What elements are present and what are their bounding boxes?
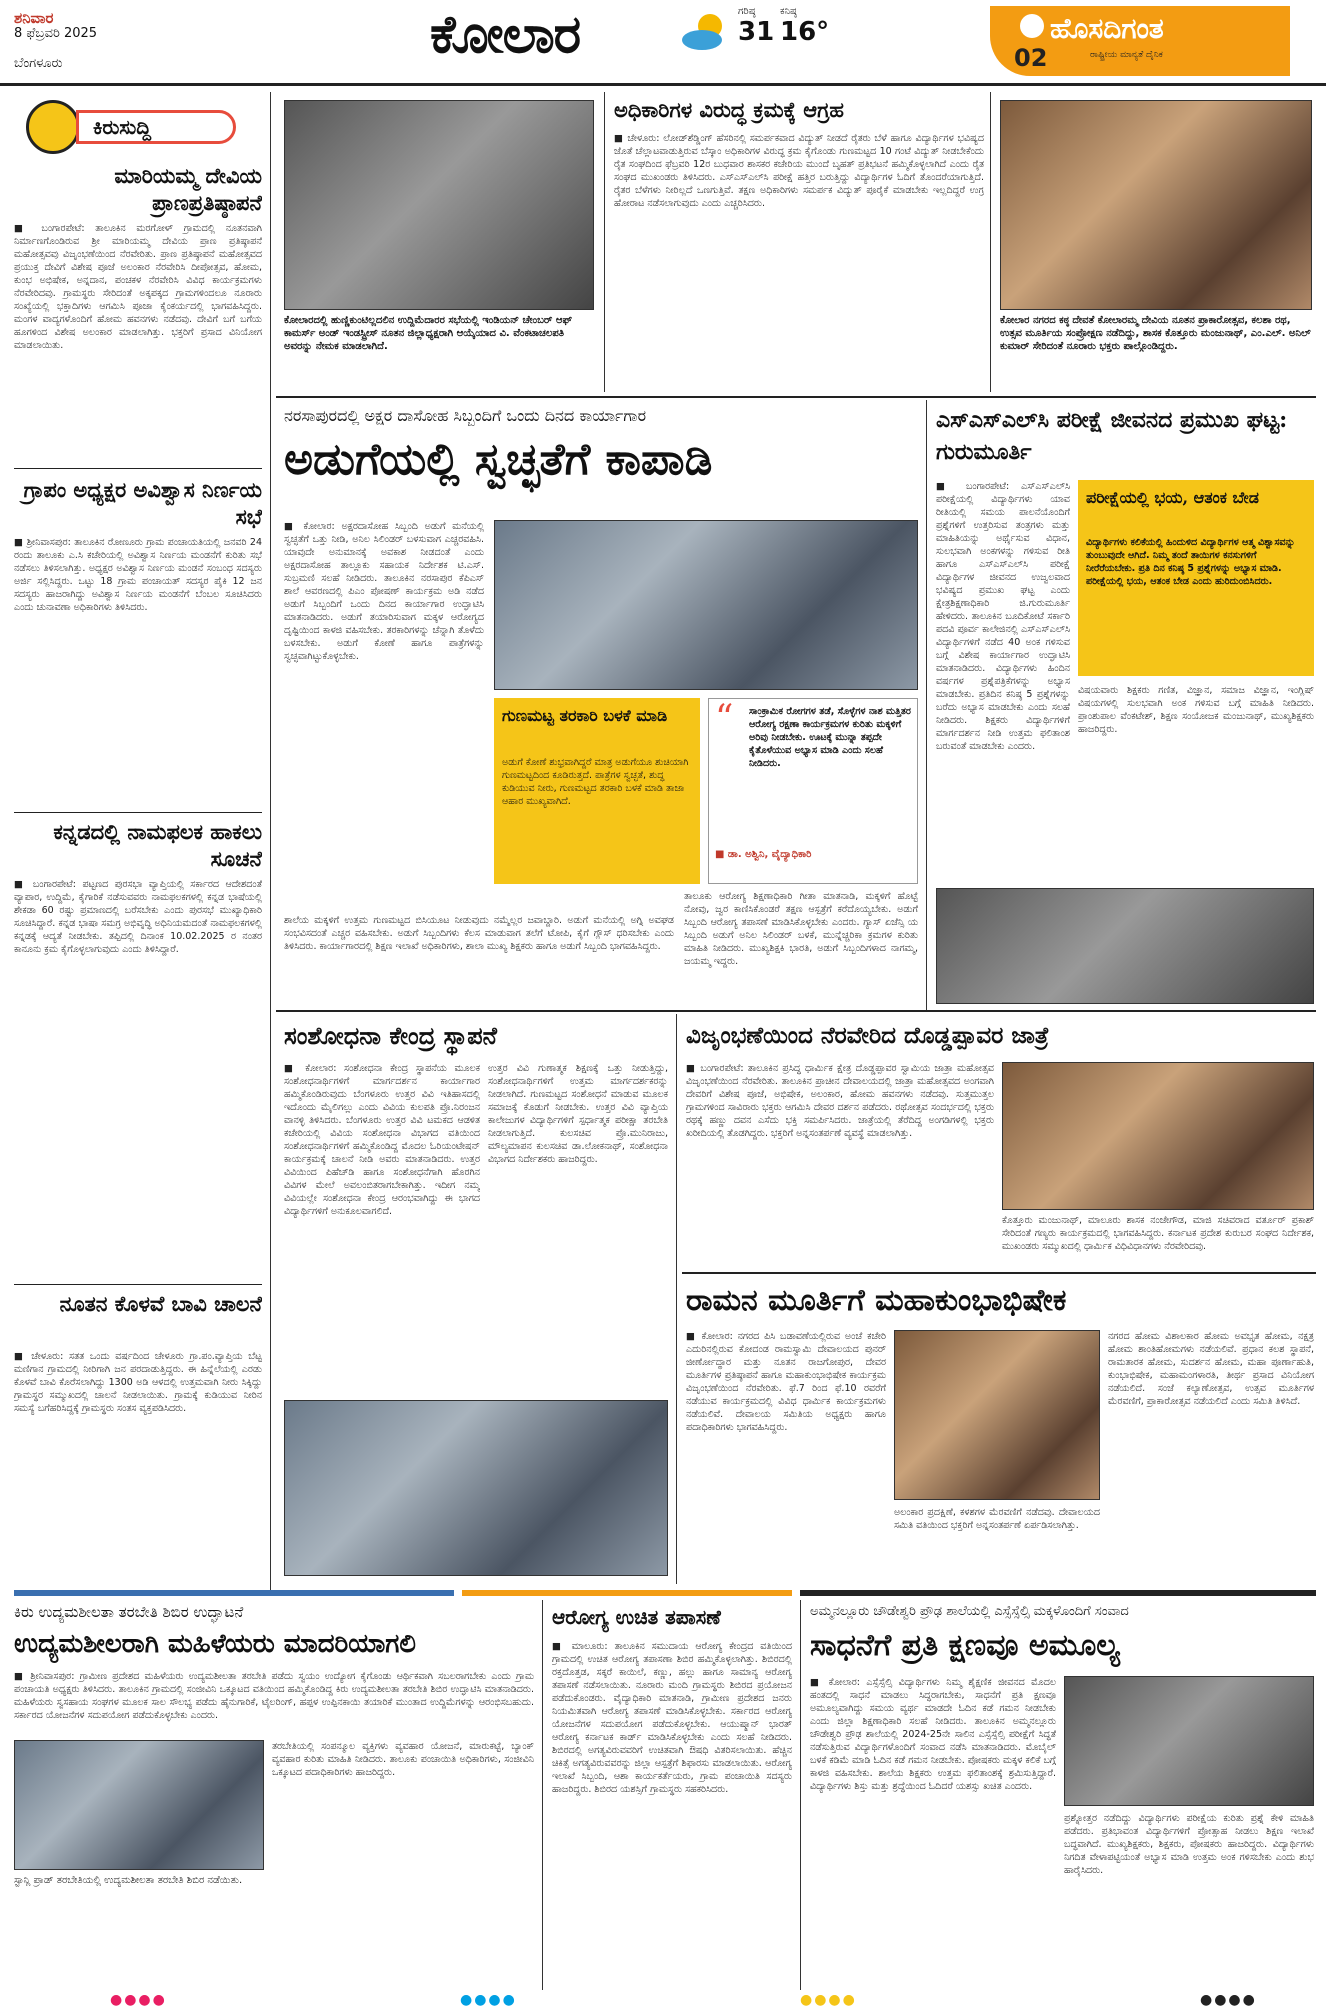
max-temp-label: ಗರಿಷ್ಠ	[738, 6, 756, 17]
divider	[14, 468, 262, 469]
place-label: ಬೆಂಗಳೂರು	[14, 56, 63, 71]
veg-box-title: ಗುಣಮಟ್ಟ ತರಕಾರಿ ಬಳಕೆ ಮಾಡಿ	[502, 706, 668, 725]
veg-box-body: ಅಡುಗೆ ಕೋಣೆ ಶುಭ್ರವಾಗಿದ್ದರೆ ಮಾತ್ರ ಅಡುಗೆಯೂ ಶುಚಿಯಾಗಿ ಗುಣಮಟ್ಟದಿಂದ ಕೂಡಿರುತ್ತದೆ. ಪಾತ್ರೆಗಳ ಸ್ವಚ್ಛತೆ, ಶುದ್ಧ ಕುಡಿಯುವ ನೀರು, ಗುಣಮಟ್ಟದ ತರಕಾರಿ ಬಳಕೆ ಮಾಡಿ ತಾಜಾ ಆಹಾರ ಮುಖ್ಯವಾಗಿದೆ.	[502, 757, 689, 807]
mid-lead-headline: ಅಡುಗೆಯಲ್ಲಿ ಸ್ವಚ್ಛತೆಗೆ ಕಾಪಾಡಿ	[284, 434, 713, 485]
top-left-photo	[284, 100, 594, 310]
mid-lead-photo	[494, 520, 918, 690]
kiru-item-title: ನೂತನ ಕೊಳವೆ ಬಾವಿ ಚಾಲನೆ	[59, 1291, 262, 1316]
exam-box-title: ಪರೀಕ್ಷೆಯಲ್ಲಿ ಭಯ, ಆತಂಕ ಬೇಡ	[1086, 488, 1259, 507]
udyama-body: ■ ಶ್ರೀನಿವಾಸಪುರ: ಗ್ರಾಮೀಣ ಪ್ರದೇಶದ ಮಹಿಳೆಯರು ಉದ್ಯಮಶೀಲತಾ ತರಬೇತಿ ಪಡೆದು ಸ್ವಯಂ ಉದ್ಯೋಗ ಕೈಗೊಂಡು ಆರ್ಥಿಕವಾಗಿ ಸಬಲರಾಗಬೇಕು ಎಂದು ಗ್ರಾಮ ಪಂಚಾಯತಿ ಅಧ್ಯಕ್ಷರು ತಿಳಿಸಿದರು. ತಾಲೂಕಿನ ಗ್ರಾಮದಲ್ಲಿ ಸಂಜೀವಿನಿ ಒಕ್ಕೂಟದ ವತಿಯಿಂದ ಹಮ್ಮಿಕೊಂಡಿದ್ದ ಕಿರು ಉದ್ಯಮಶೀಲತಾ ತರಬೇತಿ ಶಿಬಿರ ಉದ್ಘಾಟಿಸಿ ಮಾತನಾಡಿದರು. ಮಹಿಳೆಯರು ಸ್ವಸಹಾಯ ಸಂಘಗಳ ಮೂಲಕ ಸಾಲ ಸೌಲಭ್ಯ ಪಡೆದು ಹೈನುಗಾರಿಕೆ, ಟೈಲರಿಂಗ್, ಹಪ್ಪಳ ಉಪ್ಪಿನಕಾಯಿ ತಯಾರಿಕೆ ಮುಂತಾದ ಉದ್ದಿಮೆಗಳನ್ನು ಆರಂಭಿಸಬಹುದು. ಸರ್ಕಾರದ ಯೋಜನೆಗಳ ಸದುಪಯೋಗ ಪಡೆದುಕೊಳ್ಳಬೇಕು ಎಂದರು.	[14, 1671, 534, 1721]
sadhane-body2: ಪ್ರಶ್ನೋತ್ತರ ನಡೆದಿದ್ದು ವಿದ್ಯಾರ್ಥಿಗಳು ಪರೀಕ್ಷೆಯ ಕುರಿತು ಪ್ರಶ್ನೆ ಕೇಳಿ ಮಾಹಿತಿ ಪಡೆದರು. ಪ್ರತಿಭಾವಂತ ವಿದ್ಯಾರ್ಥಿಗಳಿಗೆ ಪ್ರೋತ್ಸಾಹ ನೀಡಲು ಶಿಕ್ಷಣ ಇಲಾಖೆ ಬದ್ಧವಾಗಿದೆ. ಮುಖ್ಯಶಿಕ್ಷಕರು, ಶಿಕ್ಷಕರು, ಪೋಷಕರು ಹಾಜರಿದ್ದರು. ವಿದ್ಯಾರ್ಥಿಗಳು ನಿಗದಿತ ವೇಳಾಪಟ್ಟಿಯಂತೆ ಅಭ್ಯಾಸ ಮಾಡಿ ಉತ್ತಮ ಅಂಕ ಗಳಿಸಬೇಕು ಎಂದು ಶುಭ ಹಾರೈಸಿದರು.	[1064, 1813, 1314, 1876]
kiru-item-body: ■ ಬಂಗಾರಪೇಟೆ: ತಾಲೂಕಿನ ಮರಗೋಳ್ ಗ್ರಾಮದಲ್ಲಿ ನೂತನವಾಗಿ ನಿರ್ಮಾಣಗೊಂಡಿರುವ ಶ್ರೀ ಮಾರಿಯಮ್ಮ ದೇವಿಯ ಪ್ರಾಣ ಪ್ರತಿಷ್ಠಾಪನೆ ಮಹೋತ್ಸವವು ವಿಜೃಂಭಣೆಯಿಂದ ನೆರವೇರಿತು. ಪ್ರಾಣ ಪ್ರತಿಷ್ಠಾಪನೆ ಮಹೋತ್ಸವದ ಪ್ರಯುಕ್ತ ದೇವಿಗೆ ವಿಶೇಷ ಪೂಜೆ ಅಲಂಕಾರ ನೆರವೇರಿಸಿ ದೀಪೋತ್ಸವ, ಹೋಮ, ಕುಂಭ ಅಭಿಷೇಕ, ಅನ್ನದಾನ, ಪಂಚಕಳ ನೆರವೇರಿಸಿ ವಿವಿಧ ಕಾರ್ಯಕ್ರಮಗಳು ನೆರವೇರಿದವು. ಗ್ರಾಮಸ್ಥರು ಸೇರಿದಂತೆ ಅಕ್ಕಪಕ್ಕದ ಗ್ರಾಮಗಳಿಂದಲೂ ನೂರಾರು ಸಂಖ್ಯೆಯಲ್ಲಿ ಭಕ್ತಾದಿಗಳು ಆಗಮಿಸಿ ಪೂಜಾ ಕೈಂಕರ್ಯದಲ್ಲಿ ಭಾಗವಹಿಸಿದ್ದರು. ಮಂಗಳ ವಾದ್ಯಗಳೊಂದಿಗೆ ಹೋಮ ಹವನಗಳು ನಡೆದವು. ದೇವಿಗೆ ಬಗೆ ಬಗೆಯ ಹೂಗಳಿಂದ ವಿಶೇಷ ಅಲಂಕಾರ ಮಾಡಲಾಗಿತ್ತು. ಭಕ್ತರಿಗೆ ಪ್ರಸಾದ ವಿನಿಯೋಗ ಮಾಡಲಾಯಿತು.	[14, 223, 262, 351]
udyama-body2: ತರಬೇತಿಯಲ್ಲಿ ಸಂಪನ್ಮೂಲ ವ್ಯಕ್ತಿಗಳು ವ್ಯವಹಾರ ಯೋಜನೆ, ಮಾರುಕಟ್ಟೆ, ಬ್ಯಾಂಕ್ ವ್ಯವಹಾರ ಕುರಿತು ಮಾಹಿತಿ ನೀಡಿದರು. ತಾಲೂಕು ಪಂಚಾಯಿತಿ ಅಧಿಕಾರಿಗಳು, ಸಂಜೀವಿನಿ ಒಕ್ಕೂಟದ ಪದಾಧಿಕಾರಿಗಳು ಹಾಜರಿದ್ದರು.	[272, 1741, 534, 1778]
registration-marks: ●●●●	[460, 1992, 517, 2008]
brand-logo-icon	[1020, 14, 1044, 38]
veg-box	[494, 698, 700, 884]
registration-marks: ●●●●	[1200, 1992, 1257, 2008]
research-body2: ಉತ್ತರ ವಿವಿ ಗುಣಾತ್ಮಕ ಶಿಕ್ಷಣಕ್ಕೆ ಒತ್ತು ನೀಡುತ್ತಿದ್ದು, ಸಂಶೋಧನಾರ್ಥಿಗಳಿಗೆ ಉತ್ತಮ ಮಾರ್ಗದರ್ಶಕರನ್ನು ನೀಡಲಾಗಿದೆ. ಗುಣಮಟ್ಟದ ಸಂಶೋಧನೆ ಮಾಡುವ ಮೂಲಕ ಸಮಾಜಕ್ಕೆ ಕೊಡುಗೆ ನೀಡಬೇಕು. ಉತ್ತರ ವಿವಿ ವ್ಯಾಪ್ತಿಯ ಕಾಲೇಜುಗಳ ವಿದ್ಯಾರ್ಥಿಗಳಿಗೆ ಸ್ಪರ್ಧಾತ್ಮಕ ಪರೀಕ್ಷಾ ತರಬೇತಿ ನೀಡಲಾಗುತ್ತಿದೆ. ಕುಲಸಚಿವ ಪ್ರೊ.ಮುನಿರಾಜು, ಮೌಲ್ಯಮಾಪನ ಕುಲಸಚಿವ ಡಾ.ಲೋಕನಾಥ್, ಸಂಶೋಧನಾ ವಿಭಾಗದ ನಿರ್ದೇಶಕರು ಹಾಜರಿದ್ದರು.	[488, 1063, 668, 1165]
date-label: 8 ಫೆಬ್ರವರಿ 2025	[14, 26, 98, 41]
page-number: 02	[1014, 44, 1048, 72]
rama-body3: ಅಲಂಕಾರ ಪ್ರದಕ್ಷಿಣೆ, ಕಳಶಗಳ ಮೆರವಣಿಗೆ ನಡೆದವು. ದೇವಾಲಯದ ಸಮಿತಿ ವತಿಯಿಂದ ಭಕ್ತರಿಗೆ ಅನ್ನಸಂತರ್ಪಣೆ ಏರ್ಪಡಿಸಲಾಗಿತ್ತು.	[894, 1507, 1100, 1531]
min-temp: 16°	[780, 17, 830, 47]
top-right-photo	[1000, 100, 1312, 310]
divider	[14, 812, 262, 813]
brand-tagline: ರಾಷ್ಟ್ರೀಯ ಮಾನ್ಯತೆ ದೈನಿಕ	[1090, 50, 1163, 60]
udyama-photo	[14, 1740, 264, 1870]
day-label: ಶನಿವಾರ	[14, 9, 54, 27]
sslc-headline: ಎಸ್‌ಎಸ್‌ಎಲ್‌ಸಿ ಪರೀಕ್ಷೆ ಜೀವನದ ಪ್ರಮುಖ ಘಟ್ಟ: ಗುರುಮೂರ್ತಿ	[936, 407, 1288, 465]
column-divider	[676, 1014, 677, 1584]
registration-marks: ●●●●	[110, 1992, 167, 2008]
top-mid-story	[614, 96, 984, 396]
quote-text: ಸಾಂಕ್ರಾಮಿಕ ರೋಗಗಳ ತಡೆ, ಸೊಳ್ಳೆಗಳ ನಾಶ ಮತ್ತಿತರ ಆರೋಗ್ಯ ರಕ್ಷಣಾ ಕಾರ್ಯಕ್ರಮಗಳ ಕುರಿತು ಮಕ್ಕಳಿಗೆ ಅರಿವು ನೀಡಬೇಕು. ಊಟಕ್ಕೆ ಮುನ್ನಾ ತಪ್ಪದೇ ಕೈತೊಳೆಯುವ ಅಭ್ಯಾಸ ಮಾಡಿ ಎಂದು ಸಲಹೆ ನೀಡಿದರು.	[749, 706, 911, 769]
rama-headline: ರಾಮನ ಮೂರ್ತಿಗೆ ಮಹಾಕುಂಭಾಭಿಷೇಕ	[686, 1283, 1067, 1318]
registration-marks: ●●●●	[800, 1992, 857, 2008]
brand-name: ಹೊಸದಿಗಂತ	[1050, 12, 1164, 45]
kiru-item-1	[14, 162, 262, 462]
divider	[682, 1272, 1316, 1274]
udyama-kicker: ಕಿರು ಉದ್ಯಮಶೀಲತಾ ತರಬೇತಿ ಶಿಬಿರ ಉದ್ಘಾಟನೆ	[14, 1603, 244, 1621]
mid-lead-body2: ಶಾಲೆಯ ಮಕ್ಕಳಿಗೆ ಉತ್ತಮ ಗುಣಮಟ್ಟದ ಬಿಸಿಯೂಟ ನೀಡುವುದು ನಮ್ಮೆಲ್ಲರ ಜವಾಬ್ದಾರಿ. ಅಡುಗೆ ಮನೆಯಲ್ಲಿ ಅಗ್ನಿ ಅವಘಡ ಸಂಭವಿಸದಂತೆ ಎಚ್ಚರ ವಹಿಸಬೇಕು. ಅಡುಗೆ ಸಿಬ್ಬಂದಿಗಳು ಕೆಲಸ ಮಾಡುವಾಗ ತಲೆಗೆ ಟೋಪಿ, ಕೈಗೆ ಗ್ಲೌಸ್ ಧರಿಸಬೇಕು ಎಂದು ತಿಳಿಸಿದರು. ಕಾರ್ಯಾಗಾರದಲ್ಲಿ ಶಿಕ್ಷಣ ಇಲಾಖೆ ಅಧಿಕಾರಿಗಳು, ಶಾಲಾ ಮುಖ್ಯ ಶಿಕ್ಷಕರು ಹಾಗೂ ಅಡುಗೆ ಸಿಬ್ಬಂದಿ ಭಾಗವಹಿಸಿದ್ದರು.	[284, 915, 674, 952]
column-divider	[990, 92, 991, 392]
column-divider	[800, 1600, 801, 1990]
jatre-photo	[1002, 1062, 1314, 1210]
weather-box	[680, 6, 830, 66]
kiru-item-title: ಕನ್ನಡದಲ್ಲಿ ನಾಮಫಲಕ ಹಾಕಲು ಸೂಚನೆ	[53, 819, 262, 871]
section-bar	[800, 1590, 1316, 1596]
research-photo	[284, 1400, 668, 1576]
city-title: ಕೋಲಾರ	[430, 4, 581, 65]
sslc-body2: ವಿಷಯವಾರು ಶಿಕ್ಷಕರು ಗಣಿತ, ವಿಜ್ಞಾನ, ಸಮಾಜ ವಿಜ್ಞಾನ, ಇಂಗ್ಲಿಷ್ ವಿಷಯಗಳಲ್ಲಿ ಸುಲಭವಾಗಿ ಅಂಕ ಗಳಿಸುವ ಬಗ್ಗೆ ಮಾಹಿತಿ ನೀಡಿದರು. ಪ್ರಾಂಶುಪಾಲ ವೆಂಕಟೇಶ್, ಶಿಕ್ಷಣ ಸಂಯೋಜಕ ಮಂಜುನಾಥ್, ಮುಖ್ಯಶಿಕ್ಷಕರು ಹಾಜರಿದ್ದರು.	[1078, 685, 1314, 735]
brand-block	[990, 6, 1290, 76]
jatre-body: ■ ಬಂಗಾರಪೇಟೆ: ತಾಲೂಕಿನ ಪ್ರಸಿದ್ಧ ಧಾರ್ಮಿಕ ಕ್ಷೇತ್ರ ದೊಡ್ಡಪ್ಪಾವರ ಸ್ವಾಮಿಯ ಜಾತ್ರಾ ಮಹೋತ್ಸವ ವಿಜೃಂಭಣೆಯಿಂದ ನೆರವೇರಿತು. ತಾಲೂಕಿನ ಪ್ರಾಚೀನ ದೇವಾಲಯದಲ್ಲಿ ಜಾತ್ರಾ ಮಹೋತ್ಸವದ ಅಂಗವಾಗಿ ದೇವರಿಗೆ ವಿಶೇಷ ಪೂಜೆ, ಅಭಿಷೇಕ, ಅಲಂಕಾರ, ಹೋಮ ಹವನಗಳು ನಡೆದವು. ಸುತ್ತಮುತ್ತಲ ಗ್ರಾಮಗಳಿಂದ ಸಾವಿರಾರು ಭಕ್ತರು ಆಗಮಿಸಿ ದೇವರ ದರ್ಶನ ಪಡೆದರು. ರಥೋತ್ಸವ ಸಂದರ್ಭದಲ್ಲಿ ಭಕ್ತರು ರಥಕ್ಕೆ ಹಣ್ಣು ದವನ ಎಸೆದು ಭಕ್ತಿ ಸಮರ್ಪಿಸಿದರು. ಜಾತ್ರೆಯಲ್ಲಿ ತೆರೆದಿದ್ದ ಅಂಗಡಿಗಳಲ್ಲಿ ಭಕ್ತರು ಖರೀದಿಯಲ್ಲಿ ತೊಡಗಿದ್ದರು. ಭಕ್ತರಿಗೆ ಅನ್ನಸಂತರ್ಪಣೆ ವ್ಯವಸ್ಥೆ ಮಾಡಲಾಗಿತ್ತು.	[686, 1063, 994, 1139]
divider	[276, 396, 1316, 398]
mid-lead-body1: ■ ಕೋಲಾರ: ಅಕ್ಷರದಾಸೋಹ ಸಿಬ್ಬಂದಿ ಅಡುಗೆ ಮನೆಯಲ್ಲಿ ಸ್ವಚ್ಛತೆಗೆ ಒತ್ತು ನೀಡಿ, ಅನಿಲ ಸಿಲಿಂಡರ್ ಬಳಸುವಾಗ ಎಚ್ಚರವಹಿಸಿ. ಯಾವುದೇ ಅನುಮಾನಕ್ಕೆ ಅವಕಾಶ ನೀಡದಂತೆ ಎಂದು ಅಕ್ಷರದಾಸೋಹ ತಾಲ್ಲೂಕು ಸಹಾಯಕ ನಿರ್ದೇಶಕ ಟಿ.ಎಸ್. ಸುಬ್ರಮಣಿ ಸಲಹೆ ನೀಡಿದರು. ತಾಲೂಕಿನ ನರಸಾಪುರ ಕೆಪಿಎಸ್ ಶಾಲೆ ಆವರಣದಲ್ಲಿ ಪಿಎಂ ಪೋಷಣ್ ಕಾರ್ಯಕ್ರಮ ಅಡಿ ನಡೆದ ಅಡುಗೆ ಸಿಬ್ಬಂದಿಗೆ ಒಂದು ದಿನದ ಕಾರ್ಯಾಗಾರ ಉದ್ಘಾಟಿಸಿ ಮಾತನಾಡಿದರು. ಅಡುಗೆ ತಯಾರಿಸುವಾಗ ಮಕ್ಕಳ ಆರೋಗ್ಯದ ದೃಷ್ಟಿಯಿಂದ ಕಾಳಜಿ ವಹಿಸಬೇಕು. ತರಕಾರಿಗಳನ್ನು ಚೆನ್ನಾಗಿ ತೊಳೆದು ಬಳಸಬೇಕು. ಅಡುಗೆ ಕೋಣೆ ಹಾಗೂ ಪಾತ್ರೆಗಳನ್ನು ಸ್ವಚ್ಛವಾಗಿಟ್ಟುಕೊಳ್ಳಬೇಕು.	[284, 521, 484, 662]
jatre-caption: ಕೊತ್ತೂರು ಮಂಜುನಾಥ್, ಮಾಲೂರು ಶಾಸಕ ನಂಜೇಗೌಡ, ಮಾಜಿ ಸಚಿವರಾದ ವರ್ತೂರ್ ಪ್ರಕಾಶ್ ಸೇರಿದಂತೆ ಗಣ್ಯರು ಕಾರ್ಯಕ್ರಮದಲ್ಲಿ ಭಾಗವಹಿಸಿದ್ದರು. ಕರ್ನಾಟಕ ಪ್ರದೇಶ ಕುರುಬರ ಸಂಘದ ನಿರ್ದೇಶಕ, ಮುಖಂಡರು ಸಮ್ಮುಖದಲ್ಲಿ ಧಾರ್ಮಿಕ ವಿಧಿವಿಧಾನಗಳು ನೆರವೇರಿದವು.	[1002, 1215, 1314, 1252]
kiru-item-title: ಗ್ರಾಪಂ ಅಧ್ಯಕ್ಷರ ಅವಿಶ್ವಾಸ ನಿರ್ಣಯ ಸಭೆ	[23, 477, 262, 529]
sslc-body: ■ ಬಂಗಾರಪೇಟೆ: ಎಸ್‌ಎಸ್‌ಎಲ್‌ಸಿ ಪರೀಕ್ಷೆಯಲ್ಲಿ ವಿದ್ಯಾರ್ಥಿಗಳು ಯಾವ ರೀತಿಯಲ್ಲಿ ಸಮಯ ಪಾಲನೆಯೊಂದಿಗೆ ಪ್ರಶ್ನೆಗಳಿಗೆ ಉತ್ತರಿಸುವ ತಂತ್ರಗಳು ಮತ್ತು ಮಾಹಿತಿಯನ್ನು ಅರ್ಥೈಸುವ ವಿಧಾನ, ಸುಲಭವಾಗಿ ಅಂಕಗಳನ್ನು ಗಳಿಸುವ ರೀತಿ ಹಾಗೂ ಎಸ್‌ಎಸ್‌ಎಲ್‌ಸಿ ಪರೀಕ್ಷೆ ವಿದ್ಯಾರ್ಥಿಗಳ ಜೀವನದ ಉಜ್ವಲವಾದ ಭವಿಷ್ಯದ ಪ್ರಮುಖ ಘಟ್ಟ ಎಂದು ಕ್ಷೇತ್ರಶಿಕ್ಷಣಾಧಿಕಾರಿ ಜಿ.ಗುರುಮೂರ್ತಿ ಹೇಳಿದರು. ತಾಲೂಕಿನ ಬೂದಿಕೋಟೆ ಸರ್ಕಾರಿ ಪದವಿ ಪೂರ್ವ ಕಾಲೇಜಿನಲ್ಲಿ ಎಸ್‌ಎಸ್‌ಎಲ್‌ಸಿ ವಿದ್ಯಾರ್ಥಿಗಳಿಗೆ ನಡೆದ 40 ಅಂಕ ಗಳಿಸುವ ಬಗ್ಗೆ ವಿಶೇಷ ಕಾರ್ಯಾಗಾರ ಉದ್ಘಾಟಿಸಿ ಮಾತನಾಡಿದರು. ವಿದ್ಯಾರ್ಥಿಗಳು ಹಿಂದಿನ ವರ್ಷಗಳ ಪ್ರಶ್ನೆಪತ್ರಿಕೆಗಳನ್ನು ಅಭ್ಯಾಸ ಮಾಡಬೇಕು. ಪ್ರತಿದಿನ ಕನಿಷ್ಠ 5 ಪ್ರಶ್ನೆಗಳನ್ನು ಬರೆದು ಅಭ್ಯಾಸ ಮಾಡಬೇಕು ಎಂದು ಸಲಹೆ ನೀಡಿದರು. ಶಿಕ್ಷಕರು ವಿದ್ಯಾರ್ಥಿಗಳಿಗೆ ಮಾರ್ಗದರ್ಶನ ನೀಡಿ ಉತ್ತಮ ಫಲಿತಾಂಶ ಬರುವಂತೆ ಮಾಡಬೇಕು ಎಂದರು.	[936, 481, 1070, 752]
udyama-caption: ಸ್ಟಾನ್ಲಿ ಪ್ರಾಡ್ ತರಬೇತಿಯಲ್ಲಿ ಉದ್ಯಮಶೀಲತಾ ತರಬೇತಿ ಶಿಬಿರ ನಡೆಯಿತು.	[14, 1875, 243, 1886]
mid-lead-kicker: ನರಸಾಪುರದಲ್ಲಿ ಅಕ್ಷರ ದಾಸೋಹ ಸಿಬ್ಬಂದಿಗೆ ಒಂದು ದಿನದ ಕಾರ್ಯಾಗಾರ	[284, 406, 647, 425]
mid-lead-body3: ತಾಲೂಕು ಆರೋಗ್ಯ ಶಿಕ್ಷಣಾಧಿಕಾರಿ ಗೀತಾ ಮಾತನಾಡಿ, ಮಕ್ಕಳಿಗೆ ಹೊಟ್ಟೆ ನೋವು, ಜ್ವರ ಕಾಣಿಸಿಕೊಂಡರೆ ತಕ್ಷಣ ಆಸ್ಪತ್ರೆಗೆ ಕರೆದೊಯ್ಯಬೇಕು. ಅಡುಗೆ ಸಿಬ್ಬಂದಿ ಆರೋಗ್ಯ ತಪಾಸಣೆ ಮಾಡಿಸಿಕೊಳ್ಳಬೇಕು ಎಂದರು. ಗ್ಯಾಸ್ ಏಜೆನ್ಸಿ ಯ ಸಿಬ್ಬಂದಿ ಅಡುಗೆ ಅನಿಲ ಸಿಲಿಂಡರ್ ಬಳಕೆ, ಮುನ್ನೆಚ್ಚರಿಕಾ ಕ್ರಮಗಳ ಕುರಿತು ಮಾಹಿತಿ ನೀಡಿದರು. ಮುಖ್ಯಶಿಕ್ಷಕಿ ಭಾರತಿ, ಅಡುಗೆ ಸಿಬ್ಬಂದಿಗಳಾದ ನಾಗಮ್ಮ, ಜಯಮ್ಮ ಇದ್ದರು.	[684, 891, 918, 967]
arogya-headline: ಆರೋಗ್ಯ ಉಚಿತ ತಪಾಸಣೆ	[552, 1605, 721, 1629]
kiru-item-body: ■ ಶ್ರೀನಿವಾಸಪುರ: ತಾಲೂಕಿನ ರೋಣೂರು ಗ್ರಾಮ ಪಂಚಾಯತಿಯಲ್ಲಿ ಜನವರಿ 24 ರಂದು ತಾಲೂಕು ಎ.ಸಿ ಕಚೇರಿಯಲ್ಲಿ ಅವಿಶ್ವಾಸ ನಿರ್ಣಯ ಮಂಡನೆಗೆ ಕುರಿತು ಸಭೆ ನಡೆಸಲು ತಿಳಿಸಲಾಗಿತ್ತು. ಅಧ್ಯಕ್ಷರ ಅವಿಶ್ವಾಸ ನಿರ್ಣಯ ಮಂಡನೆ ಸಂಬಂಧ ಸದಸ್ಯರು ಅರ್ಜಿ ಸಲ್ಲಿಸಿದ್ದರು. ಒಟ್ಟು 18 ಗ್ರಾಮ ಪಂಚಾಯತ್ ಸದಸ್ಯರ ಪೈಕಿ 12 ಜನ ಸದಸ್ಯರು ಹಾಜರಾಗಿದ್ದು ಅವಿಶ್ವಾಸ ನಿರ್ಣಯ ಮಂಡನೆಗೆ ಬೆಂಬಲ ಸೂಚಿಸಿದರು ಎಂದು ಚುನಾವಣಾ ಅಧಿಕಾರಿಗಳು ತಿಳಿಸಿದರು.	[14, 537, 262, 613]
hand-icon	[26, 100, 80, 154]
sadhane-headline: ಸಾಧನೆಗೆ ಪ್ರತಿ ಕ್ಷಣವೂ ಅಮೂಲ್ಯ	[810, 1628, 1120, 1663]
dateline	[14, 10, 97, 72]
column-divider	[270, 92, 271, 1592]
kiru-item-body: ■ ಬಂಗಾರಪೇಟೆ: ಪಟ್ಟಣದ ಪುರಸಭಾ ವ್ಯಾಪ್ತಿಯಲ್ಲಿ ಸರ್ಕಾರದ ಆದೇಶದಂತೆ ವ್ಯಾಪಾರ, ಉದ್ದಿಮೆ, ಕೈಗಾರಿಕೆ ನಡೆಸುವವರು ನಾಮಫಲಕಗಳಲ್ಲಿ ಕನ್ನಡ ಭಾಷೆಯಲ್ಲಿ ಶೇಕಡಾ 60 ರಷ್ಟು ಪ್ರಮಾಣದಲ್ಲಿ ಬರೆಸಬೇಕು ಎಂದು ಪುರಸಭೆ ಮುಖ್ಯಾಧಿಕಾರಿ ಸೂಚಿಸಿದ್ದಾರೆ. ಕನ್ನಡ ಭಾಷಾ ಸಮಗ್ರ ಅಭಿವೃದ್ಧಿ ಅಧಿನಿಯಮದಂತೆ ನಾಮಫಲಕಗಳಲ್ಲಿ ಕನ್ನಡಕ್ಕೆ ಆದ್ಯತೆ ನೀಡಬೇಕು. ತಪ್ಪಿದಲ್ಲಿ ದಿನಾಂಕ 10.02.2025 ರ ನಂತರ ಕಾನೂನು ಕ್ರಮ ಕೈಗೊಳ್ಳಲಾಗುವುದು ಎಂದು ತಿಳಿಸಿದ್ದಾರೆ.	[14, 879, 262, 955]
kiru-suddi-badge	[26, 100, 236, 154]
quote-box	[708, 698, 918, 884]
divider	[14, 1284, 262, 1285]
research-body: ■ ಕೋಲಾರ: ಸಂಶೋಧನಾ ಕೇಂದ್ರ ಸ್ಥಾಪನೆಯ ಮೂಲಕ ಸಂಶೋಧನಾರ್ಥಿಗಳಿಗೆ ಮಾರ್ಗದರ್ಶನ ಕಾರ್ಯಾಗಾರ ಹಮ್ಮಿಕೊಂಡಿರುವುದು ಬೆಂಗಳೂರು ಉತ್ತರ ವಿವಿ ಇತಿಹಾಸದಲ್ಲಿ ಇದೊಂದು ಮೈಲಿಗಲ್ಲು ಎಂದು ವಿವಿಯ ಕುಲಪತಿ ಪ್ರೊ.ನಿರಂಜನ ವಾನಳ್ಳಿ ತಿಳಿಸಿದರು. ಬೆಂಗಳೂರು ಉತ್ತರ ವಿವಿ ಟಮಕದ ಆಡಳಿತ ಕಚೇರಿಯಲ್ಲಿ ವಿವಿಯ ಸಂಶೋಧನಾ ವಿಭಾಗದ ವತಿಯಿಂದ ಸಂಶೋಧನಾರ್ಥಿಗಳಿಗೆ ಹಮ್ಮಿಕೊಂಡಿದ್ದ ಮೊದಲ ಓರಿಯಂಟೇಷನ್ ಕಾರ್ಯಕ್ರಮಕ್ಕೆ ಚಾಲನೆ ನೀಡಿ ಅವರು ಮಾತನಾಡಿದರು. ಉತ್ತರ ವಿವಿಯಿಂದ ಪಿಹೆಚ್‌ಡಿ ಹಾಗೂ ಸಂಶೋಧನೆಗಾಗಿ ಹೊರಗಿನ ವಿವಿಗಳ ಮೇಲೆ ಅವಲಂಬಿತರಾಗಬೇಕಾಗಿತ್ತು. ಇದೀಗ ನಮ್ಮ ವಿವಿಯಲ್ಲೇ ಸಂಶೋಧನಾ ಕೇಂದ್ರ ಆರಂಭವಾಗಿದ್ದು ಈ ಭಾಗದ ವಿದ್ಯಾರ್ಥಿಗಳಿಗೆ ಅನುಕೂಲವಾಗಲಿದೆ.	[284, 1063, 480, 1217]
rama-photo	[894, 1330, 1100, 1500]
sadhane-photo	[1064, 1676, 1314, 1806]
kiru-suddi-label: ಕಿರುಸುದ್ದಿ	[76, 110, 236, 144]
sadhane-kicker: ಅಮ್ಮನಲ್ಲೂರು ಚೌಡೇಶ್ವರಿ ಪ್ರೌಢ ಶಾಲೆಯಲ್ಲಿ ಎಸ್ಸೆಸ್ಸೆಲ್ಸಿ ಮಕ್ಕಳೊಂದಿಗೆ ಸಂವಾದ	[810, 1604, 1129, 1619]
kiru-item-4	[14, 1290, 262, 1590]
masthead	[0, 0, 1326, 86]
min-temp-label: ಕನಿಷ್ಠ	[780, 6, 797, 17]
top-mid-body: ■ ಚೇಳೂರು: ಲೋಡ್‌ಶೆಡ್ಡಿಂಗ್ ಹೆಸರಿನಲ್ಲಿ ಸಮರ್ಪಕವಾದ ವಿದ್ಯುತ್ ನೀಡದೆ ರೈತರು ಬೆಳೆ ಹಾಗೂ ವಿದ್ಯಾರ್ಥಿಗಳ ಭವಿಷ್ಯದ ಜೊತೆ ಚೆಲ್ಲಾಟವಾಡುತ್ತಿರುವ ಬೆಸ್ಕಾಂ ಅಧಿಕಾರಿಗಳ ವಿರುದ್ಧ ಕ್ರಮ ಕೈಗೊಂಡು ಗುಣಮಟ್ಟದ 10 ಗಂಟೆ ವಿದ್ಯುತ್ ನೀಡಬೇಕೆಂದು ರೈತ ಸಂಘದಿಂದ ಫೆಬ್ರವರಿ 12ರ ಬುಧವಾರ ಶಾಸಕರ ಕಚೇರಿಯ ಮುಂದೆ ಬೃಹತ್ ಪ್ರತಿಭಟನೆ ಹಮ್ಮಿಕೊಳ್ಳಲಾಗಿದೆ ಎಂದು ರೈತ ಸಂಘದ ಮುಖಂಡರು ತಿಳಿಸಿದರು. ಎಸ್‌ಎಸ್‌ಎಲ್‌ಸಿ ಪರೀಕ್ಷೆ ಹತ್ತಿರ ಬರುತ್ತಿದ್ದು ವಿದ್ಯಾರ್ಥಿಗಳ ಓದಿಗೆ ತೊಂದರೆಯಾಗುತ್ತಿದೆ. ರೈತರ ಬೆಳೆಗಳು ನೀರಿಲ್ಲದೆ ಒಣಗುತ್ತಿವೆ. ತಕ್ಷಣ ಅಧಿಕಾರಿಗಳು ಸಮರ್ಪಕ ವಿದ್ಯುತ್ ಪೂರೈಕೆ ಮಾಡಬೇಕು ಇಲ್ಲದಿದ್ದರೆ ಉಗ್ರ ಹೋರಾಟ ನಡೆಸಲಾಗುವುದು ಎಂದು ಎಚ್ಚರಿಸಿದರು.	[614, 133, 984, 209]
weather-icon	[680, 10, 730, 54]
kiru-item-2	[14, 476, 262, 806]
top-left-caption: ಕೋಲಾರದಲ್ಲಿ ಹುಣ್ಣಿಕುಂಟಿಲ್ಲದಲಿನ ಉದ್ದಿಮೆದಾರರ ಸಭೆಯಲ್ಲಿ ಇಂಡಿಯನ್ ಚೇಂಬರ್ ಆಫ್ ಕಾಮರ್ಸ್ ಅಂಡ್ ಇಂಡಸ್ಟ್ರೀಸ್ ನೂತನ ಜಿಲ್ಲಾಧ್ಯಕ್ಷರಾಗಿ ಆಯ್ಕೆಯಾದ ವಿ. ವೆಂಕಟಾಚಲಪತಿ ಅವರನ್ನು ನೇಮಕ ಮಾಡಲಾಗಿದೆ.	[284, 315, 573, 352]
exam-box-body: ವಿದ್ಯಾರ್ಥಿಗಳು ಕಲಿಕೆಯಲ್ಲಿ ಹಿಂದುಳಿದ ವಿದ್ಯಾರ್ಥಿಗಳ ಆತ್ಮ ವಿಶ್ವಾಸವನ್ನು ತುಂಬುವುದೇ ಆಗಿದೆ. ನಿಮ್ಮ ತಂದೆ ತಾಯಿಗಳ ಕನಸುಗಳಿಗೆ ನೀರೆರೆಯಬೇಕು. ಪ್ರತಿ ದಿನ ಕನಿಷ್ಠ 5 ಪ್ರಶ್ನೆಗಳನ್ನು ಅಭ್ಯಾಸ ಮಾಡಿ. ಪರೀಕ್ಷೆಯಲ್ಲಿ ಭಯ, ಆತಂಕ ಬೇಡ ಎಂದು ಹುರಿದುಂಬಿಸಿದರು.	[1086, 537, 1296, 587]
column-divider	[604, 92, 605, 392]
udyama-headline: ಉದ್ಯಮಶೀಲರಾಗಿ ಮಹಿಳೆಯರು ಮಾದರಿಯಾಗಲಿ	[14, 1629, 416, 1659]
rama-body: ■ ಕೋಲಾರ: ನಗರದ ಪಿಸಿ ಬಡಾವಣೆಯಲ್ಲಿರುವ ಅಂಚೆ ಕಚೇರಿ ಎದುರಿನಲ್ಲಿರುವ ಕೋದಂಡ ರಾಮಸ್ವಾಮಿ ದೇವಾಲಯದ ಪುನರ್ ಜೀರ್ಣೋದ್ಧಾರ ಮತ್ತು ನೂತನ ರಾಜಗೋಪುರ, ದೇವರ ಮೂರ್ತಿಗಳ ಪ್ರತಿಷ್ಠಾಪನೆ ಹಾಗೂ ಮಹಾಕುಂಭಾಭಿಷೇಕ ಕಾರ್ಯಕ್ರಮ ವಿಜೃಂಭಣೆಯಿಂದ ನೆರವೇರಿತು. ಫೆ.7 ರಿಂದ ಫೆ.10 ರವರೆಗೆ ನಡೆಯುವ ಕಾರ್ಯಕ್ರಮದಲ್ಲಿ ವಿವಿಧ ಧಾರ್ಮಿಕ ಕಾರ್ಯಕ್ರಮಗಳು ನಡೆಯಲಿವೆ. ದೇವಾಲಯ ಸಮಿತಿಯ ಅಧ್ಯಕ್ಷರು ಹಾಗೂ ಪದಾಧಿಕಾರಿಗಳು ಭಾಗವಹಿಸಿದ್ದರು.	[686, 1331, 886, 1433]
column-divider	[926, 400, 927, 1010]
top-right-caption: ಕೋಲಾರ ನಗರದ ಕಠ್ಠ ದೇವತೆ ಕೋಲಾರಮ್ಮ ದೇವಿಯ ನೂತನ ಪ್ರಾಕಾರೋತ್ಸವ, ಕಲಶಾ ರಥ, ಉತ್ಸವ ಮೂರ್ತಿಯ ಸಂಪ್ರೋಕ್ಷಣ ನಡೆದಿದ್ದು, ಶಾಸಕ ಕೊತ್ತೂರು ಮಂಜುನಾಥ್, ಎಂ.ಎಲ್. ಅನಿಲ್ ಕುಮಾರ್ ಸೇರಿದಂತೆ ನೂರಾರು ಭಕ್ತರು ಪಾಲ್ಗೊಂಡಿದ್ದರು.	[1000, 315, 1311, 352]
quote-attribution: ■ ಡಾ. ಅಶ್ವಿನಿ, ವೈದ್ಯಾಧಿಕಾರಿ	[715, 849, 812, 860]
column-divider	[542, 1600, 543, 1990]
arogya-body: ■ ಮಾಲೂರು: ತಾಲೂಕಿನ ಸಮುದಾಯ ಆರೋಗ್ಯ ಕೇಂದ್ರದ ವತಿಯಿಂದ ಗ್ರಾಮದಲ್ಲಿ ಉಚಿತ ಆರೋಗ್ಯ ತಪಾಸಣಾ ಶಿಬಿರ ಹಮ್ಮಿಕೊಳ್ಳಲಾಗಿತ್ತು. ಶಿಬಿರದಲ್ಲಿ ರಕ್ತದೊತ್ತಡ, ಸಕ್ಕರೆ ಕಾಯಿಲೆ, ಕಣ್ಣು, ಹಲ್ಲು ಹಾಗೂ ಸಾಮಾನ್ಯ ಆರೋಗ್ಯ ತಪಾಸಣೆ ನಡೆಸಲಾಯಿತು. ನೂರಾರು ಮಂದಿ ಗ್ರಾಮಸ್ಥರು ಶಿಬಿರದ ಪ್ರಯೋಜನ ಪಡೆದುಕೊಂಡರು. ವೈದ್ಯಾಧಿಕಾರಿ ಮಾತನಾಡಿ, ಗ್ರಾಮೀಣ ಪ್ರದೇಶದ ಜನರು ನಿಯಮಿತವಾಗಿ ಆರೋಗ್ಯ ತಪಾಸಣೆ ಮಾಡಿಸಿಕೊಳ್ಳಬೇಕು. ಸರ್ಕಾರದ ಆರೋಗ್ಯ ಯೋಜನೆಗಳ ಸದುಪಯೋಗ ಪಡೆದುಕೊಳ್ಳಬೇಕು. ಆಯುಷ್ಮಾನ್ ಭಾರತ್ ಆರೋಗ್ಯ ಕರ್ನಾಟಕ ಕಾರ್ಡ್ ಮಾಡಿಸಿಕೊಳ್ಳಬೇಕು ಎಂದು ಸಲಹೆ ನೀಡಿದರು. ಶಿಬಿರದಲ್ಲಿ ಅಗತ್ಯವಿರುವವರಿಗೆ ಉಚಿತವಾಗಿ ಔಷಧಿ ವಿತರಿಸಲಾಯಿತು. ಹೆಚ್ಚಿನ ಚಿಕಿತ್ಸೆ ಅಗತ್ಯವಿರುವವರನ್ನು ಜಿಲ್ಲಾ ಆಸ್ಪತ್ರೆಗೆ ಶಿಫಾರಸು ಮಾಡಲಾಯಿತು. ಆರೋಗ್ಯ ಇಲಾಖೆ ಸಿಬ್ಬಂದಿ, ಆಶಾ ಕಾರ್ಯಕರ್ತೆಯರು, ಗ್ರಾಮ ಪಂಚಾಯಿತಿ ಸದಸ್ಯರು ಹಾಜರಿದ್ದರು. ಶಿಬಿರದ ಯಶಸ್ಸಿಗೆ ಗ್ರಾಮಸ್ಥರು ಸಹಕರಿಸಿದರು.	[552, 1641, 792, 1795]
quote-icon: “	[715, 698, 734, 739]
section-bar	[14, 1590, 454, 1596]
exam-box	[1078, 480, 1314, 676]
sslc-photo	[936, 888, 1314, 1004]
research-headline: ಸಂಶೋಧನಾ ಕೇಂದ್ರ ಸ್ಥಾಪನೆ	[284, 1021, 497, 1050]
section-bar	[462, 1590, 792, 1596]
max-temp: 31	[738, 17, 775, 47]
kiru-item-3	[14, 818, 262, 1278]
jatre-headline: ವಿಜೃಂಭಣೆಯಿಂದ ನೆರವೇರಿದ ದೊಡ್ಡಪ್ಪಾವರ ಜಾತ್ರೆ	[686, 1022, 1049, 1049]
top-mid-headline: ಅಧಿಕಾರಿಗಳ ವಿರುದ್ಧ ಕ್ರಮಕ್ಕೆ ಆಗ್ರಹ	[614, 97, 844, 122]
kiru-item-title: ಮಾರಿಯಮ್ಮ ದೇವಿಯ ಪ್ರಾಣಪ್ರತಿಷ್ಠಾಪನೆ	[114, 163, 262, 215]
rama-body2: ನಗರದ ಹೋಮ ವಿಶಾಲಕಾರ ಹೋಮ ಅವಭೃತ ಹೋಮ, ನಕ್ಷತ್ರ ಹೋಮ ಶಾಂತಿಹೋಮಗಳು ನಡೆಯಲಿವೆ. ಪ್ರಧಾನ ಕಲಶ ಸ್ಥಾಪನೆ, ರಾಮತಾರಕ ಹೋಮ, ಸುದರ್ಶನ ಹೋಮ, ಮಹಾ ಪೂರ್ಣಾಹುತಿ, ಕುಂಭಾಭಿಷೇಕ, ಮಹಾಮಂಗಳಾರತಿ, ತೀರ್ಥ ಪ್ರಸಾದ ವಿನಿಯೋಗ ನಡೆಯಲಿದೆ. ಸಂಜೆ ಕಲ್ಯಾಣೋತ್ಸವ, ಉತ್ಸವ ಮೂರ್ತಿಗಳ ಮೆರವಣಿಗೆ, ಪ್ರಾಕಾರೋತ್ಸವ ನಡೆಯಲಿದೆ ಎಂದು ಸಮಿತಿ ತಿಳಿಸಿದೆ.	[1108, 1331, 1314, 1407]
sadhane-body: ■ ಕೋಲಾರ: ಎಸ್ಸೆಸ್ಸೆಲ್ಸಿ ವಿದ್ಯಾರ್ಥಿಗಳು ನಿಮ್ಮ ಶೈಕ್ಷಣಿಕ ಜೀವನದ ಮೊದಲ ಹಂತದಲ್ಲಿ ಸಾಧನೆ ಮಾಡಲು ಸಿದ್ಧರಾಗಬೇಕು, ಸಾಧನೆಗೆ ಪ್ರತಿ ಕ್ಷಣವೂ ಅಮೂಲ್ಯವಾಗಿದ್ದು ಸಮಯ ವ್ಯರ್ಥ ಮಾಡದೇ ಓದಿನ ಕಡೆ ಗಮನ ನೀಡಬೇಕು ಎಂದು ಜಿಲ್ಲಾ ಶಿಕ್ಷಣಾಧಿಕಾರಿ ಸಲಹೆ ನೀಡಿದರು. ತಾಲೂಕಿನ ಅಮ್ಮನಲ್ಲೂರು ಚೌಡೇಶ್ವರಿ ಪ್ರೌಢ ಶಾಲೆಯಲ್ಲಿ 2024-25ನೇ ಸಾಲಿನ ಎಸ್ಸೆಸ್ಸೆಲ್ಸಿ ಪರೀಕ್ಷೆಗೆ ಸಿದ್ಧತೆ ನಡೆಸುತ್ತಿರುವ ವಿದ್ಯಾರ್ಥಿಗಳೊಂದಿಗೆ ಸಂವಾದ ನಡೆಸಿ ಮಾತನಾಡಿದರು. ಮೊಬೈಲ್ ಬಳಕೆ ಕಡಿಮೆ ಮಾಡಿ ಓದಿನ ಕಡೆ ಗಮನ ನೀಡಬೇಕು. ಪೋಷಕರು ಮಕ್ಕಳ ಕಲಿಕೆ ಬಗ್ಗೆ ಕಾಳಜಿ ವಹಿಸಬೇಕು. ಶಾಲೆಯ ಶಿಕ್ಷಕರು ಉತ್ತಮ ಫಲಿತಾಂಶಕ್ಕೆ ಶ್ರಮಿಸುತ್ತಿದ್ದಾರೆ. ವಿದ್ಯಾರ್ಥಿಗಳು ಶಿಸ್ತು ಮತ್ತು ಶ್ರದ್ಧೆಯಿಂದ ಓದಿದರೆ ಯಶಸ್ಸು ಖಚಿತ ಎಂದರು.	[810, 1677, 1056, 1792]
divider	[276, 1010, 1316, 1012]
kiru-item-body: ■ ಚೇಳೂರು: ಸತತ ಒಂದು ವರ್ಷದಿಂದ ಚೇಳೂರು ಗ್ರಾ.ಪಂ.ವ್ಯಾಪ್ತಿಯ ಬೆಟ್ಟ ಮಣಿಗಾನ ಗ್ರಾಮದಲ್ಲಿ ನೀರಿಗಾಗಿ ಜನ ಪರದಾಡುತ್ತಿದ್ದರು. ಈ ಹಿನ್ನೆಲೆಯಲ್ಲಿ ಎರಡು ಕೊಳವೆ ಬಾವಿ ಕೊರೆಸಲಾಗಿದ್ದು 1300 ಅಡಿ ಆಳದಲ್ಲಿ ಉತ್ತಮವಾಗಿ ನೀರು ಸಿಕ್ಕಿದ್ದು ಗ್ರಾಮಸ್ಥರ ಸಮ್ಮುಖದಲ್ಲಿ ಚಾಲನೆ ನೀಡಲಾಯಿತು. ಗ್ರಾಮಕ್ಕೆ ಕುಡಿಯುವ ನೀರಿನ ಸಮಸ್ಯೆ ಬಗೆಹರಿಸಿದ್ದಕ್ಕೆ ಗ್ರಾಮಸ್ಥರು ಸಂತಸ ವ್ಯಕ್ತಪಡಿಸಿದರು.	[14, 1351, 262, 1414]
